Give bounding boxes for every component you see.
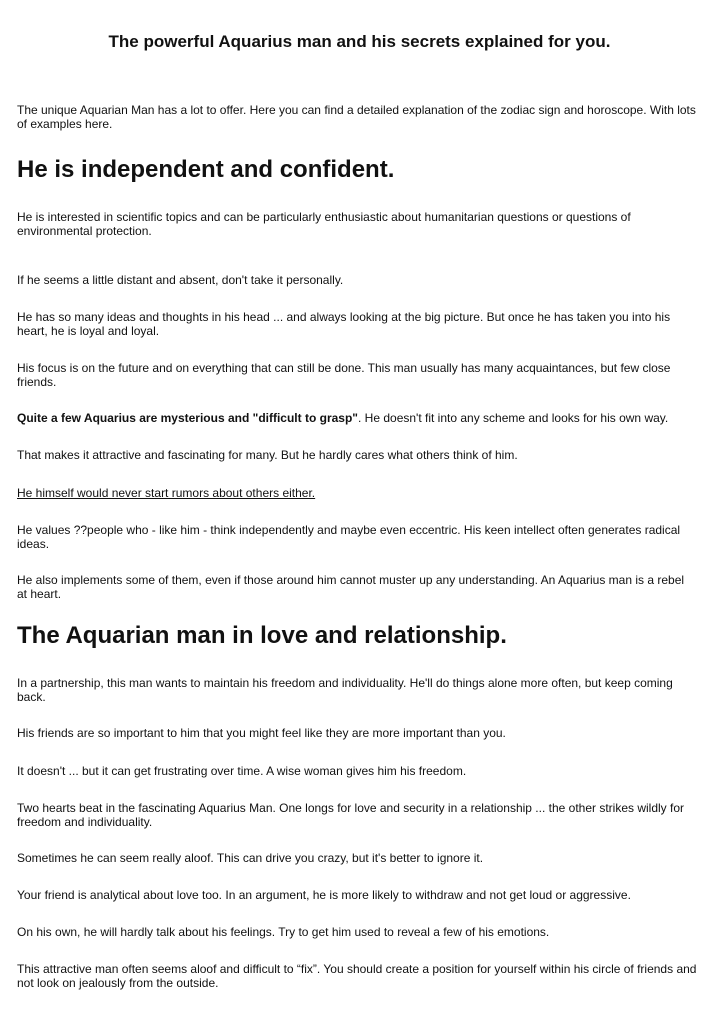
intro-paragraph: The unique Aquarian Man has a lot to offer. Here you can find a detailed explanation of the zodiac sign and horoscope. With lots of examples here.: [17, 103, 696, 131]
paragraph: He also implements some of them, even if those around him cannot muster up any understanding. An Aquarius man is a rebel at heart.: [17, 573, 685, 601]
paragraph: On his own, he will hardly talk about his feelings. Try to get him used to reveal a few of his emotions.: [17, 925, 550, 939]
paragraph: In a partnership, this man wants to maintain his freedom and individuality. He'll do things alone more often, but keep coming back.: [17, 676, 673, 704]
document-title: The powerful Aquarius man and his secrets explained for you.: [108, 32, 611, 51]
paragraph-mysterious: [17, 412, 697, 426]
bold-phrase: Quite a few Aquarius are mysterious and "difficult to grasp": [17, 411, 358, 425]
paragraph: He has so many ideas and thoughts in his head ... and always looking at the big picture. But once he has taken you into his heart, he is loyal and loyal.: [17, 310, 671, 338]
paragraph: Sometimes he can seem really aloof. This can drive you crazy, but it's better to ignore it.: [17, 851, 484, 865]
paragraph: His focus is on the future and on everything that can still be done. This man usually has many acquaintances, but few close friends.: [17, 361, 671, 389]
paragraph: Your friend is analytical about love too. In an argument, he is more likely to withdraw and not get loud or aggressive.: [17, 888, 631, 902]
underlined-paragraph: He himself would never start rumors about others either.: [17, 486, 316, 500]
section-heading-independent: He is independent and confident.: [17, 156, 395, 183]
section-heading-love: The Aquarian man in love and relationship.: [17, 622, 507, 649]
paragraph: This attractive man often seems aloof and difficult to “fix”. You should create a position for yourself within his circle of friends and not look on jealously from the outside.: [17, 962, 697, 990]
paragraph: Two hearts beat in the fascinating Aquarius Man. One longs for love and security in a relationship ... the other strikes wildly for freedom and individuality.: [17, 801, 685, 829]
paragraph: He is interested in scientific topics and can be particularly enthusiastic about humanitarian questions or questions of environmental protection.: [17, 210, 631, 238]
paragraph: If he seems a little distant and absent, don't take it personally.: [17, 273, 344, 287]
paragraph: That makes it attractive and fascinating for many. But he hardly cares what others think of him.: [17, 448, 518, 462]
paragraph-rest: . He doesn't fit into any scheme and looks for his own way.: [358, 411, 669, 425]
paragraph: It doesn't ... but it can get frustrating over time. A wise woman gives him his freedom.: [17, 764, 467, 778]
paragraph: His friends are so important to him that you might feel like they are more important than you.: [17, 726, 506, 740]
paragraph: He values ??people who - like him - think independently and maybe even eccentric. His keen intellect often generates radical ideas.: [17, 523, 681, 551]
